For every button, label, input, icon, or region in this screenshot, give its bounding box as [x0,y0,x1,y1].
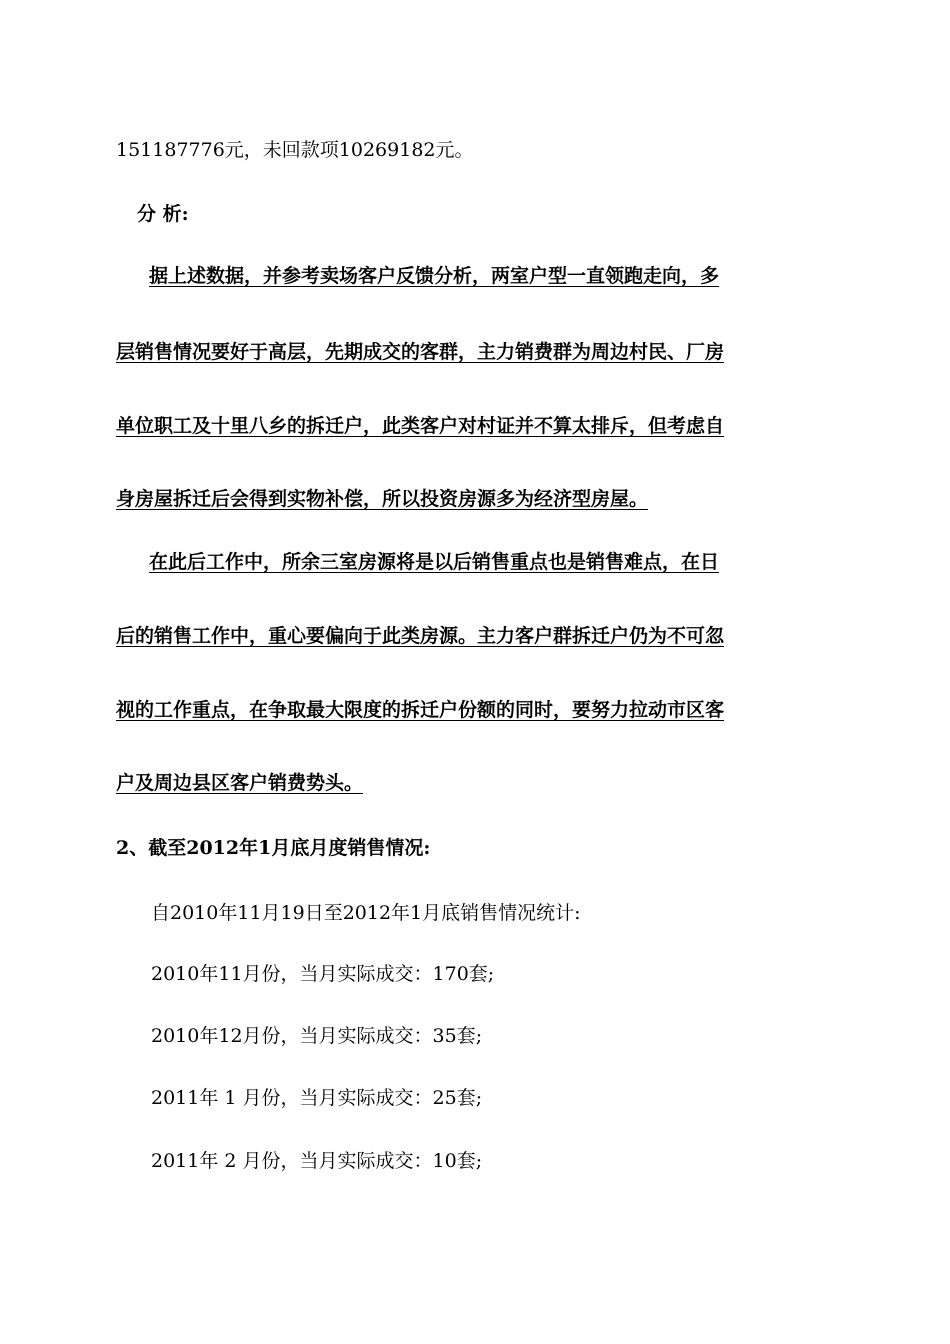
paragraph1-line-3: 单位职工及十里八乡的拆迁户，此类客户对村证并不算太排斥，但考虑自 [116,415,725,437]
section2-heading: 2、截至2012年1月底月度销售情况: [116,837,431,859]
monthly-line: 2011年 2 月份，当月实际成交：10套; [151,1150,483,1172]
paragraph2-line-1: 在此后工作中，所余三室房源将是以后销售重点也是销售难点，在日 [149,551,720,573]
continuation-line: 151187776元，未回款项10269182元。 [116,139,474,161]
monthly-line: 2010年12月份，当月实际成交：35套; [151,1025,483,1047]
paragraph2-line-3: 视的工作重点，在争取最大限度的拆迁户份额的同时，要努力拉动市区客 [116,699,725,721]
stats-intro: 自2010年11月19日至2012年1月底销售情况统计: [151,902,581,924]
paragraph2-line-4: 户及周边县区客户销费势头。 [116,772,364,794]
monthly-line: 2011年 1 月份，当月实际成交：25套; [151,1087,483,1109]
paragraph2-line-2: 后的销售工作中，重心要偏向于此类房源。主力客户群拆迁户仍为不可忽 [116,625,725,647]
monthly-line: 2010年11月份，当月实际成交：170套; [151,963,495,985]
paragraph1-line-4: 身房屋拆迁后会得到实物补偿，所以投资房源多为经济型房屋。 [116,488,649,510]
paragraph1-line-2: 层销售情况要好于高层，先期成交的客群，主力销费群为周边村民、厂房 [116,341,725,363]
paragraph1-line-1: 据上述数据，并参考卖场客户反馈分析，两室户型一直领跑走向，多 [149,265,720,287]
analysis-heading: 分 析: [137,203,189,225]
